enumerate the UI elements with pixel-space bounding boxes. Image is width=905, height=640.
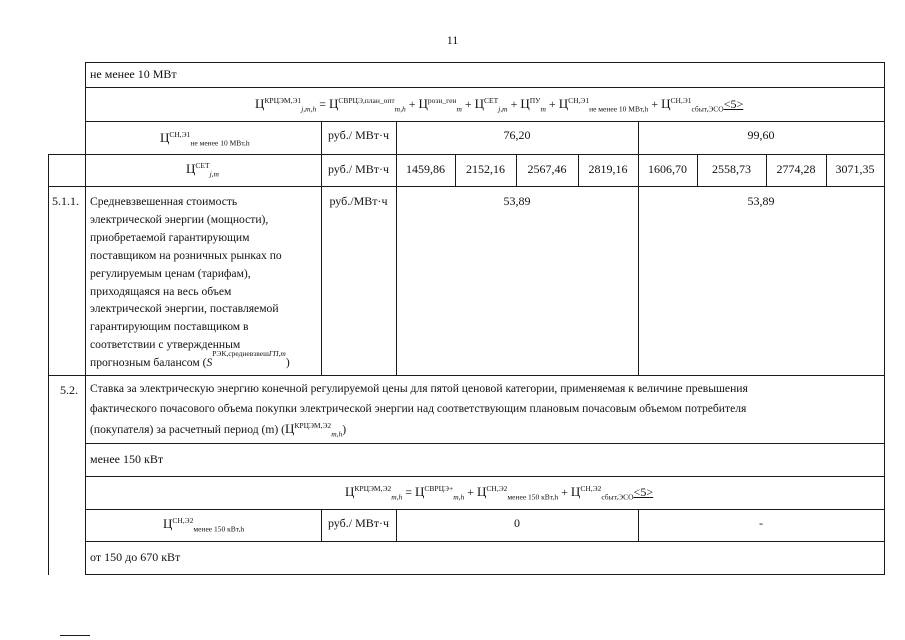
symbol-set: $Ц^{СЕТ}_{j,m}$ (186, 161, 219, 179)
value-cell: 2567,46 (527, 162, 567, 176)
rule (85, 541, 885, 542)
section-label: не менее 10 МВт (90, 67, 177, 81)
value-cell: 53,89 (747, 194, 775, 208)
desc-text: приобретаемой гарантирующим (90, 230, 250, 244)
formula-e2: $Ц^{КРЦЭМ,Э2}_{m,h} = Ц^{СВРЦЭ+}_{m,h} + Ц^{СН,Э2}_{менее 150 кВт,h} + Ц^{СН,Э2}_{сбыт,ЭСО}<5>$ (345, 484, 654, 502)
value-cell: 2774,28 (776, 162, 816, 176)
desc-text: соответствии с утвержденным (90, 338, 241, 352)
rule (85, 443, 885, 444)
value-cell: 2558,73 (712, 162, 751, 176)
desc-text: поставщиком на розничных рынках по (90, 248, 282, 262)
desc-line (90, 247, 316, 265)
rule (321, 121, 322, 376)
desc-line (90, 229, 316, 247)
value-cell: 3071,35 (835, 162, 875, 176)
page-number: 11 (446, 33, 459, 47)
rule (85, 62, 885, 63)
rule (48, 154, 49, 575)
value-cell: 1459,86 (406, 162, 445, 176)
section-label: от 150 до 670 кВт (90, 550, 181, 564)
unit-cell: руб./МВт·ч (329, 194, 388, 208)
unit-cell: руб./ МВт·ч (327, 128, 390, 142)
desc-line (90, 283, 316, 301)
rule (48, 186, 885, 187)
desc-text: регулируемым ценам (тарифам), (90, 266, 251, 280)
desc-line (90, 193, 316, 211)
value-cell: 2152,16 (466, 162, 505, 176)
rule (884, 62, 885, 575)
rule (85, 121, 885, 122)
rule (85, 509, 885, 510)
desc-line (90, 318, 316, 336)
value-cell: 0 (514, 516, 520, 530)
section-label: менее 150 кВт (90, 452, 164, 466)
item-description-line: (покупателя) за расчетный период (m) $(Ц^{КРЦЭМ,Э2}_{m,h})$ (90, 421, 347, 439)
desc-line (90, 300, 316, 318)
unit-cell: руб./ МВт·ч (327, 162, 390, 176)
value-cell: 53,89 (503, 194, 531, 208)
symbol-sn-e1: $Ц^{СН,Э1}_{не менее 10 МВт,h}$ (160, 130, 250, 148)
footnote-rule (60, 635, 90, 636)
item-number: 5.2. (60, 383, 78, 397)
desc-text: электрической энергии (мощности), (90, 212, 269, 226)
symbol-sn-e2: $Ц^{СН,Э2}_{менее 150 кВт,h}$ (163, 516, 245, 534)
item-description-line: фактического почасового объема покупки электрической энергии над соответствующим плановым почасовым объемом потребителя (90, 402, 747, 415)
value-cell: - (759, 516, 763, 530)
item-description-line: Ставка за электрическую энергию конечной регулируемой цены для пятой ценовой категории, применяемая к величине превышения (90, 382, 748, 395)
rule (85, 476, 885, 477)
rule (85, 62, 86, 575)
rule (396, 121, 397, 376)
desc-line (90, 265, 316, 283)
formula-e1: $Ц^{КРЦЭМ,Э1}_{j,m,h} = Ц^{СВРЦЭ,план\_опт}_{m,h} + Ц^{розн\_ген}_m + Ц^{СЕТ}_{j,m} + Ц^{ПУ}_m + Ц^{СН,Э1}_{не менее 10 МВт,h} + Ц^{СН,Э1}_{сбыт,ЭСО}<5>$ (255, 96, 744, 114)
desc-text: электрической энергии, поставляемой (90, 302, 279, 316)
desc-line (90, 211, 316, 229)
desc-text: гарантирующим поставщиком в (90, 320, 249, 334)
value-cell: 99,60 (747, 128, 775, 142)
value-cell: 2819,16 (588, 162, 628, 176)
rule (48, 154, 885, 155)
rule (85, 87, 885, 88)
desc-line: прогнозным балансом ( S РЭК,средневзвеш ГП,m ) (90, 349, 290, 370)
unit-cell: руб./ МВт·ч (327, 516, 390, 530)
value-cell: 1606,70 (648, 162, 687, 176)
value-cell: 76,20 (503, 128, 531, 142)
rule (48, 375, 885, 376)
rule (638, 121, 639, 376)
item-number: 5.1.1. (52, 194, 79, 208)
desc-text: Средневзвешенная стоимость (90, 195, 238, 208)
desc-text: приходящаяся на весь объем (90, 284, 232, 298)
item-description (90, 193, 316, 372)
rule (85, 574, 885, 575)
